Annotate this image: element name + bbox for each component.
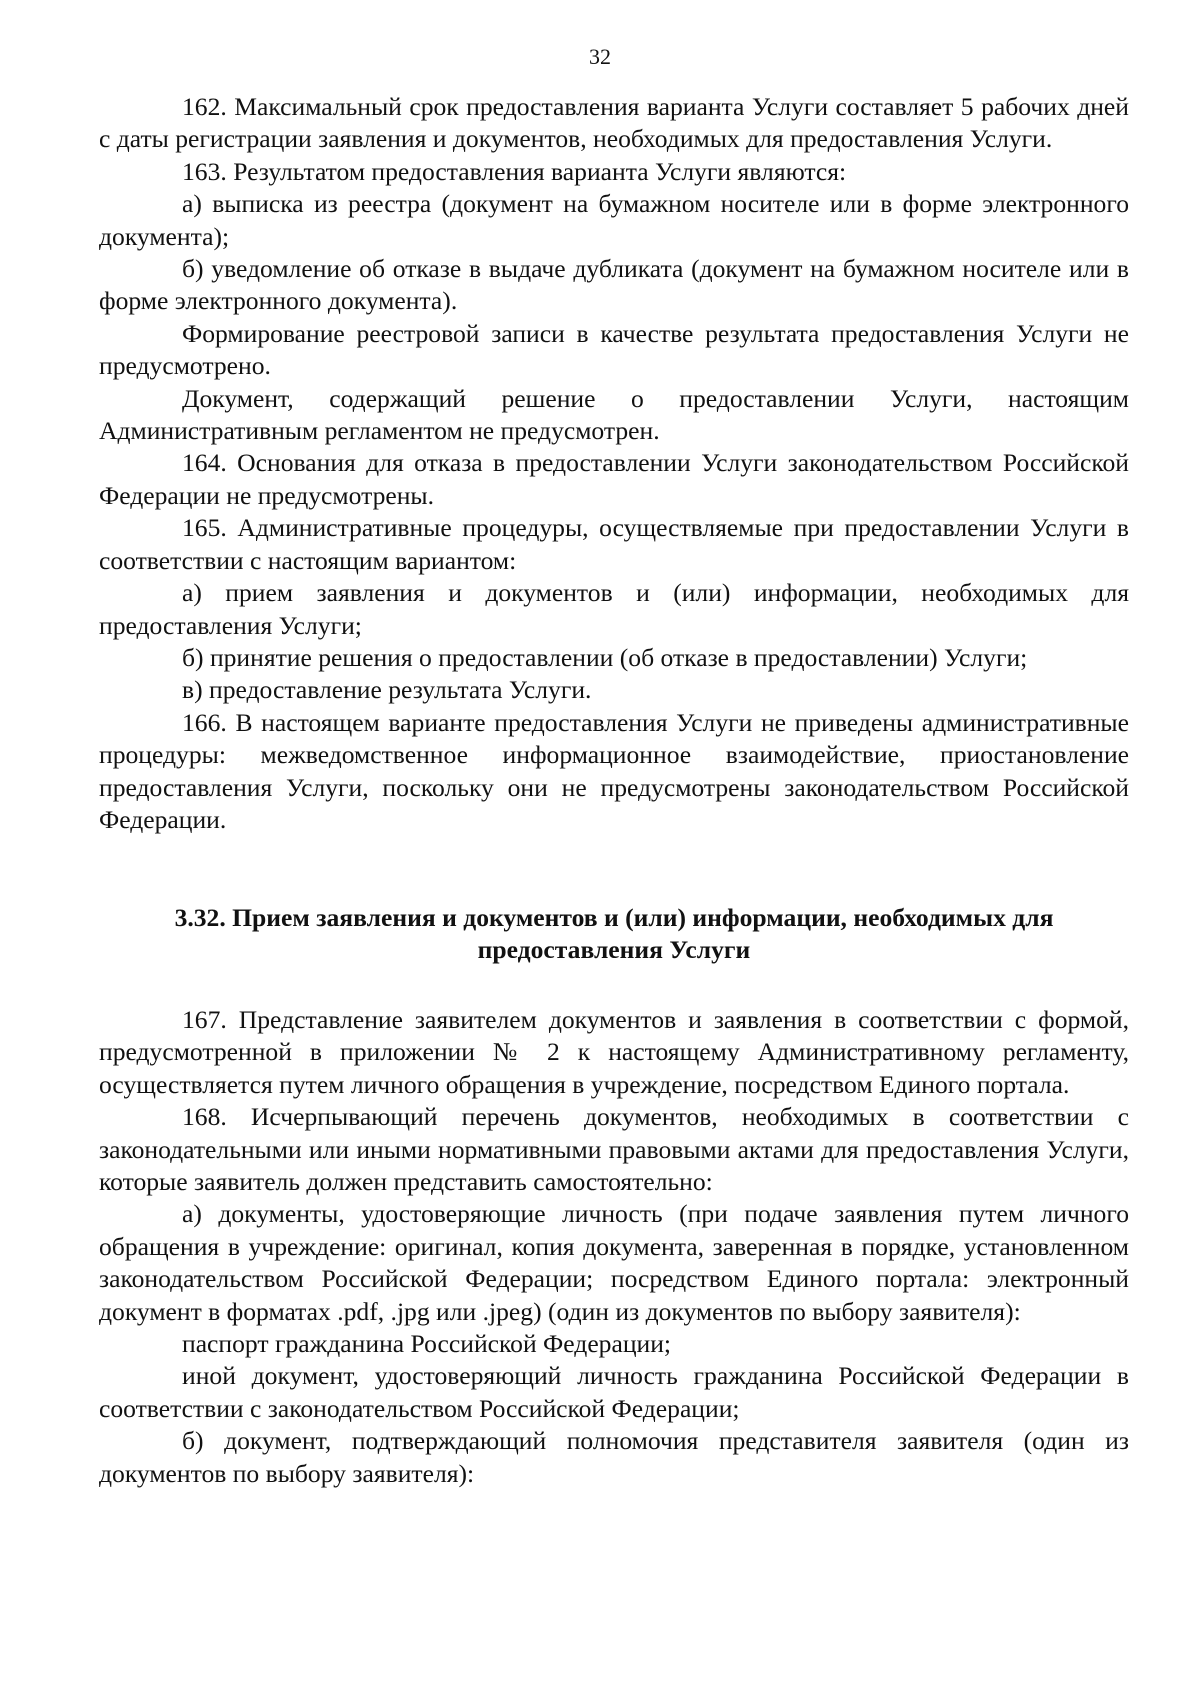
paragraph-163: 163. Результатом предоставления варианта Услуги являются: [182,156,847,186]
paragraph-166: 166. В настоящем варианте предоставления Услуги не приведены административные процедуры: межведомственное информационное взаимодействие, приостановление предоставления Услуги, поскольку они не предусмотрены законодательством Российской Федерации. [99,707,1129,834]
paragraph-168-item-a: а) документы, удостоверяющие личность (при подаче заявления путем личного обращения в учреждение: оригинал, копия документа, заверенная в порядке, установленном законодательством Российской Федерации; посредством Единого портала: электронный документ в форматах .pdf, .jpg или .jpeg) (один из документов по выбору заявителя): [99,1199,1129,1326]
paragraph-163-item-b: б) уведомление об отказе в выдаче дубликата (документ на бумажном носителе или в форме электронного документа). [99,254,1129,316]
section-heading-line-1: 3.32. Прием заявления и документов и (или) информации, необходимых для [174,903,1054,932]
body-text-before-heading [99,91,1129,836]
body-text-after-heading [99,1004,1129,1490]
page-number: 32 [589,44,611,69]
paragraph-164: 164. Основания для отказа в предоставлении Услуги законодательством Российской Федерации не предусмотрены. [99,448,1129,510]
paragraph-167: 167. Представление заявителем документов и заявления в соответствии с формой, предусмотренной в приложении № 2 к настоящему Административному регламенту, осуществляется путем личного обращения в учреждение, посредством Единого портала. [99,1005,1129,1099]
paragraph-other-identity-document: иной документ, удостоверяющий личность гражданина Российской Федерации в соответствии с законодательством Российской Федерации; [99,1361,1129,1423]
paragraph-165: 165. Административные процедуры, осуществляемые при предоставлении Услуги в соответствии с настоящим вариантом: [99,513,1129,575]
paragraph-decision-document: Документ, содержащий решение о предоставлении Услуги, настоящим Административным регламентом не предусмотрен. [99,383,1129,446]
paragraph-passport: паспорт гражданина Российской Федерации; [182,1329,672,1359]
section-heading-line-2: предоставления Услуги [477,935,751,965]
paragraph-168: 168. Исчерпывающий перечень документов, необходимых в соответствии с законодательными или иными нормативными правовыми актами для предоставления Услуги, которые заявитель должен представить самостоятельно: [99,1102,1129,1197]
paragraph-168-item-b: б) документ, подтверждающий полномочия представителя заявителя (один из документов по выбору заявителя): [99,1426,1129,1488]
paragraph-162: 162. Максимальный срок предоставления варианта Услуги составляет 5 рабочих дней с даты регистрации заявления и документов, необходимых для предоставления Услуги. [99,92,1129,154]
paragraph-165-item-a: а) прием заявления и документов и (или) информации, необходимых для предоставления Услуги; [99,578,1129,640]
paragraph-registry-record: Формирование реестровой записи в качестве результата предоставления Услуги не предусмотрено. [99,318,1129,381]
section-heading [99,902,1129,967]
paragraph-165-item-c: в) предоставление результата Услуги. [182,675,592,705]
paragraph-165-item-b: б) принятие решения о предоставлении (об отказе в предоставлении) Услуги; [182,642,1028,672]
paragraph-163-item-a: а) выписка из реестра (документ на бумажном носителе или в форме электронного документа); [99,189,1129,251]
